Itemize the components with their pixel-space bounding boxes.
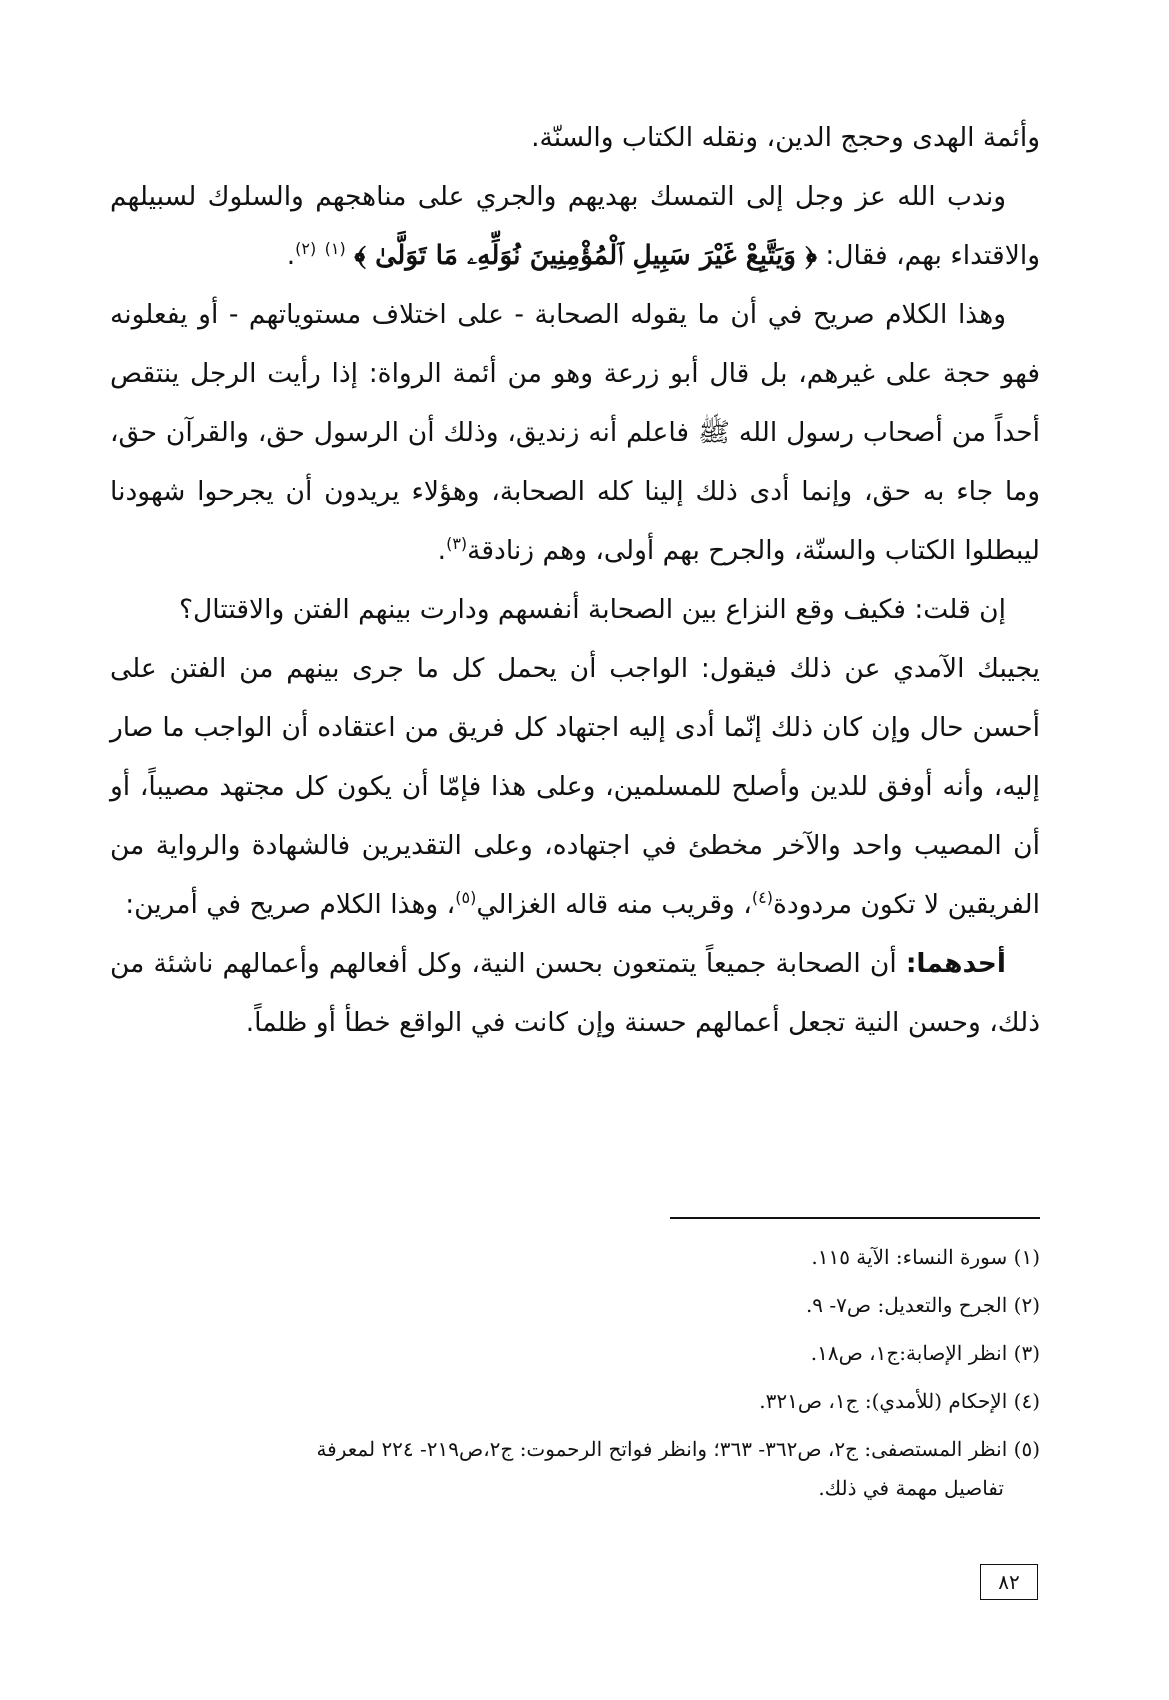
paragraph-5-end: ، وهذا الكلام صريح في أمرين: [125, 889, 456, 920]
paragraph-3-end: . [437, 535, 447, 566]
footnote-5-text: (٥) انظر المستصفى: ج٢، ص٣٦٢- ٣٦٣؛ وانظر فواتح الرحموت: ج٢،ص٢١٩- ٢٢٤ لمعرفة [316, 1437, 1040, 1461]
footnote-ref-5[interactable]: (٥) [455, 888, 477, 908]
page-number: ٨٢ [980, 1564, 1038, 1600]
footnote-3: (٣) انظر الإصابة:ج١، ص١٨. [810, 1341, 1040, 1365]
footnote-4: (٤) الإحكام (للأمدي): ج١، ص٣٢١. [759, 1389, 1040, 1413]
paragraph-4: إن قلت: فكيف وقع النزاع بين الصحابة أنفسهم ودارت بينهم الفتن والاقتتال؟ [178, 594, 1006, 625]
paragraph-2-text: وندب الله عز وجل إلى التمسك بهديهم والجري على مناهجهم والسلوك لسبيلهم والاقتداء بهم، فقال: [110, 181, 1040, 271]
paragraph-3-text: وهذا الكلام صريح في أن ما يقوله الصحابة - على اختلاف مستوياتهم - أو يفعلونه فهو حجة على غيرهم، بل قال أبو زرعة وهو من أئمة الرواة: إذا رأيت الرجل ينتقص أحداً من أصحاب رسول الله ﷺ فاعلم أنه زنديق، وذلك أن الرسول حق، والقرآن حق، وما جاء به حق، وإنما أدى ذلك إلينا كله الصحابة، وهؤلاء يريدون أن يجرحوا شهودنا ليبطلوا الكتاب والسنّة، والجرح بهم أولى، وهم زنادقة [110, 299, 1040, 566]
footnote-ref-3[interactable]: (٣) [446, 534, 468, 554]
footnote-1: (١) سورة النساء: الآية ١١٥. [811, 1245, 1040, 1269]
footnote-5-continuation: تفاصيل مهمة في ذلك. [818, 1476, 1004, 1500]
paragraph-1: وأئمة الهدى وحجج الدين، ونقله الكتاب والسنّة. [531, 122, 1040, 153]
quran-verse: ﴿ وَيَتَّبِعْ غَيْرَ سَبِيلِ ٱلْمُؤْمِنِينَ نُوَلِّهِۦ مَا تَوَلَّىٰ ﴾ [354, 240, 817, 271]
paragraph-3 [110, 285, 1040, 580]
paragraph-2-end: . [286, 240, 296, 271]
footnote-ref-4[interactable]: (٤) [751, 888, 773, 908]
footnote-2: (٢) الجرح والتعديل: ص٧- ٩. [805, 1293, 1040, 1317]
paragraph-5-mid: ، وقريب منه قاله الغزالي [476, 889, 752, 920]
paragraph-6 [110, 934, 1040, 1052]
footnotes [100, 1238, 1040, 1517]
footnote-ref-1[interactable]: (١) [324, 239, 346, 259]
paragraph-5 [110, 639, 1040, 934]
footnote-5 [100, 1430, 1040, 1508]
footnote-ref-2[interactable]: (٢) [295, 239, 317, 259]
paragraph-6-lead: أحدهما: [905, 948, 1006, 979]
paragraph-6-text: أن الصحابة جميعاً يتمتعون بحسن النية، وكل أفعالهم وأعمالهم ناشئة من ذلك، وحسن النية تجعل أعمالهم حسنة وإن كانت في الواقع خطأ أو ظلماً. [110, 948, 1040, 1038]
footnote-separator [670, 1217, 1040, 1219]
paragraph-5-text: يجيبك الآمدي عن ذلك فيقول: الواجب أن يحمل كل ما جرى بينهم من الفتن على أحسن حال وإن كان ذلك إنّما أدى إليه اجتهاد كل فريق من اعتقاده أن الواجب ما صار إليه، وأنه أوفق للدين وأصلح للمسلمين، وعلى هذا فإمّا أن يكون كل مجتهد مصيباً، أو أن المصيب واحد والآخر مخطئ في اجتهاده، وعلى التقديرين فالشهادة والرواية من الفريقين لا تكون مردودة [110, 653, 1040, 920]
paragraph-2 [110, 167, 1040, 285]
main-text [110, 108, 1040, 1052]
